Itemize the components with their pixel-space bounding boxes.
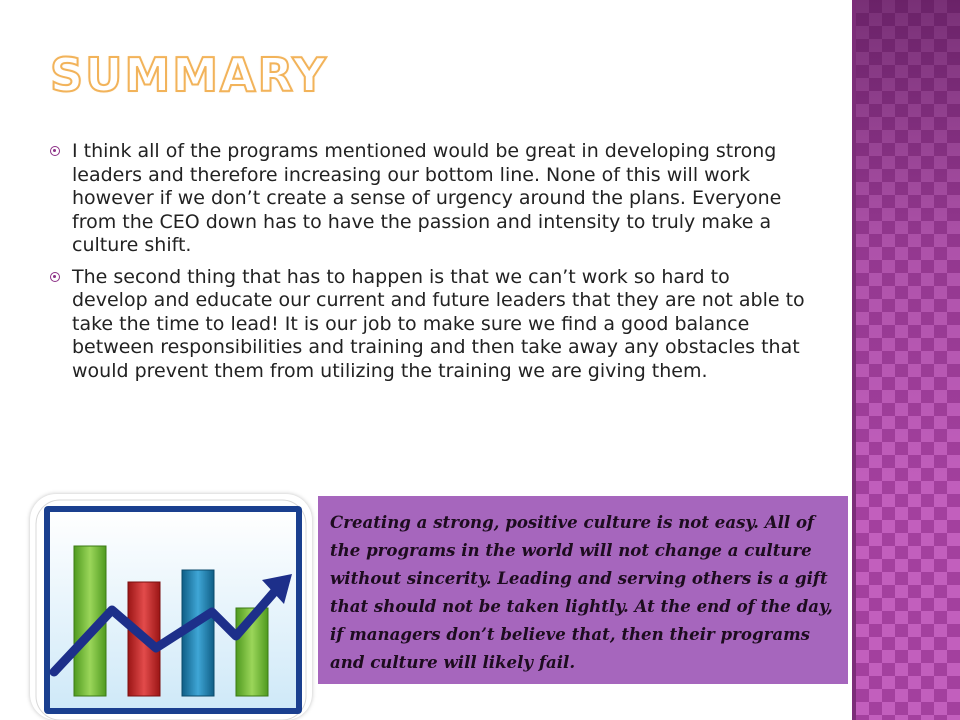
growth-chart-clipart: [30, 494, 312, 720]
growth-chart-icon: [30, 494, 312, 720]
decorative-side-panel: [856, 0, 960, 720]
circle-bullet-icon: [50, 146, 60, 156]
bullet-text: The second thing that has to happen is that we can’t work so hard to develop and educate our current and future leaders that they are not able to take the time to lead! It is our job to make sure we find a good balance between responsibilities and training and then take away any obstacles that would prevent them from utilizing the training we are giving them.: [72, 265, 805, 382]
bullet-item: [48, 266, 808, 384]
quote-box: [318, 496, 848, 684]
bullet-item: [48, 140, 808, 258]
bullet-text: I think all of the programs mentioned would be great in developing strong leaders and therefore increasing our bottom line. None of this will work however if we don’t create a sense of urgency around the plans. Everyone from the CEO down has to have the passion and intensity to truly make a culture shift.: [72, 140, 782, 256]
quote-text: Creating a strong, positive culture is not easy. All of the programs in the world will not change a culture without sincerity. Leading and serving others is a gift that should not be taken lightly. At the end of the day, if managers don’t believe that, then their programs and culture will likely fail.: [330, 512, 833, 672]
circle-bullet-icon: [50, 272, 60, 282]
bullet-list: [48, 140, 808, 391]
slide-title: SUMMARY: [50, 48, 328, 102]
